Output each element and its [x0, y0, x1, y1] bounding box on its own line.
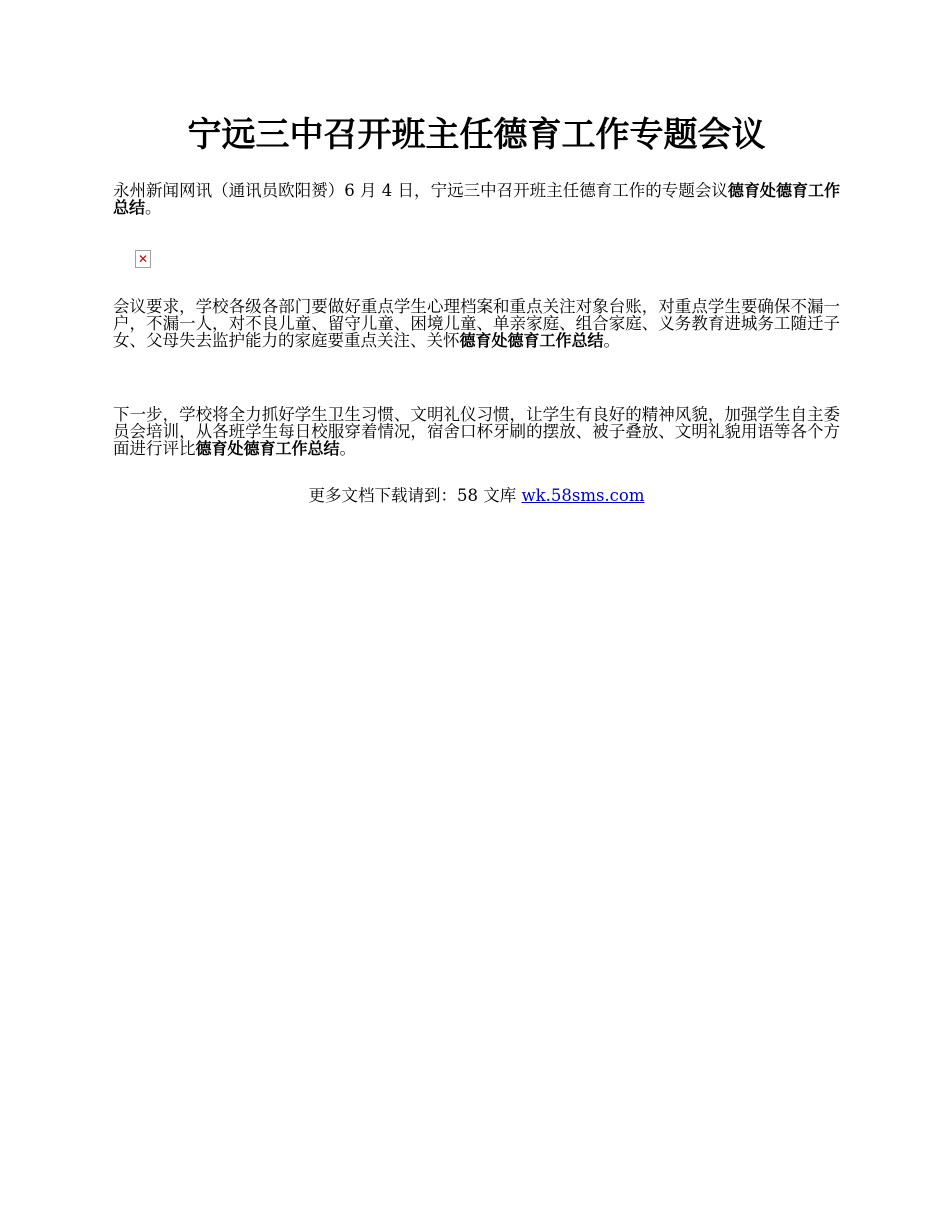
page-title: 宁远三中召开班主任德育工作专题会议: [187, 115, 766, 155]
paragraph-requirements-bold: 德育处德育工作总结: [459, 331, 604, 350]
paragraph-requirements-text: 会议要求，学校各级各部门要做好重点学生心理档案和重点关注对象台账，对重点学生要确保不漏一户，不漏一人，对不良儿童、留守儿童、困境儿童、单亲家庭、组合家庭、义务教育进城务工随迁子女、父母失去监护能力的家庭要重点关注、关怀: [113, 297, 840, 350]
broken-image-icon: ✕: [135, 250, 151, 268]
paragraph-intro-bold: 德育处德育工作总结: [113, 181, 840, 217]
paragraph-intro-end: 。: [145, 198, 162, 217]
footer-text: 更多文档下载请到：58 文库: [308, 486, 522, 505]
paragraph-requirements: [113, 298, 840, 349]
footer-download-note: [113, 486, 840, 506]
paragraph-intro-text: 永州新闻网讯（通讯员欧阳赟）6 月 4 日，宁远三中召开班主任德育工作的专题会议: [113, 181, 728, 200]
paragraph-requirements-end: 。: [603, 331, 621, 350]
paragraph-next-steps-bold: 德育处德育工作总结: [195, 439, 340, 458]
paragraph-intro: [113, 182, 840, 216]
paragraph-next-steps-text: 下一步，学校将全力抓好学生卫生习惯、文明礼仪习惯，让学生有良好的精神风貌，加强学生自主委员会培训，从各班学生每日校服穿着情况，宿舍口杯牙刷的摆放、被子叠放、文明礼貌用语等各个方面进行评比: [113, 405, 840, 458]
paragraph-next-steps: [113, 406, 840, 457]
paragraph-next-steps-end: 。: [339, 439, 357, 458]
footer-link[interactable]: wk.58sms.com: [521, 486, 645, 505]
